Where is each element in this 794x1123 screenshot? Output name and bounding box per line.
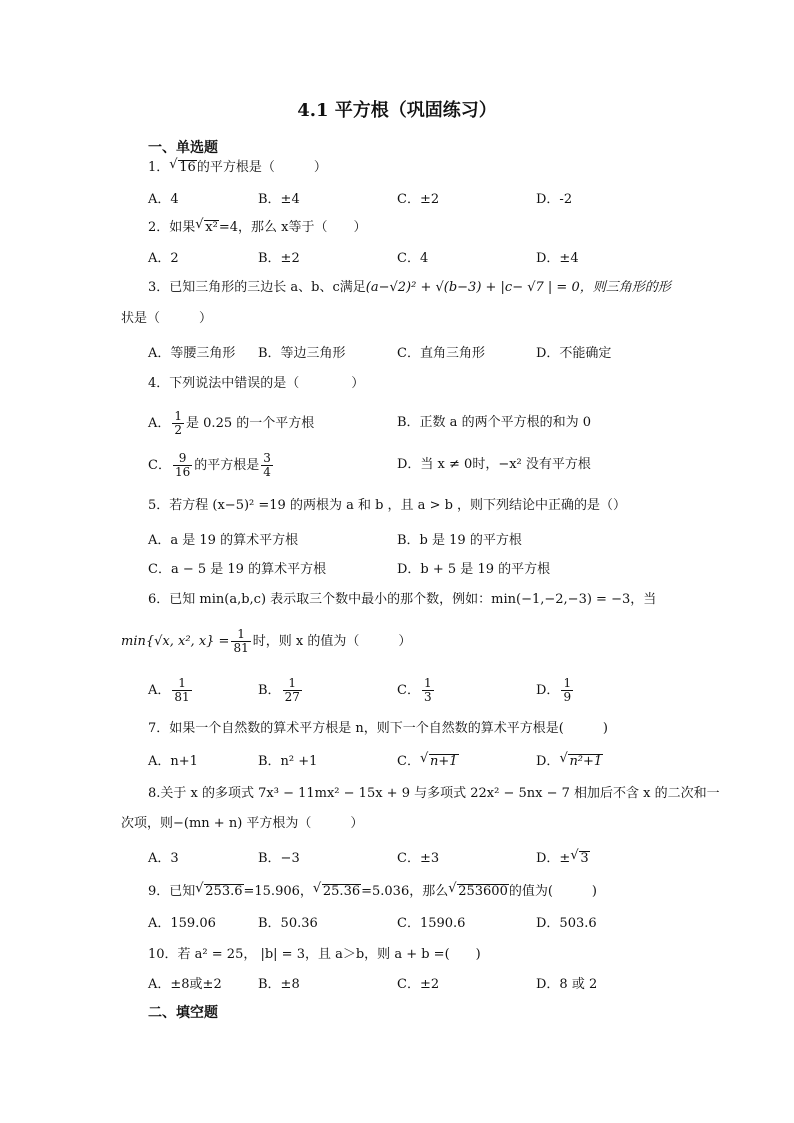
page-title: 4.1 平方根（巩固练习） [297,100,497,121]
denominator: 9 [563,690,572,704]
option-text: 的平方根是 [194,458,260,473]
q6-option-c [397,677,436,704]
sqrt-expression: √ 3 [579,851,589,866]
sqrt-expression: √ 25.36 [322,884,361,899]
fraction [283,677,302,704]
option-label: C． [148,458,171,473]
numerator: 1 [423,676,432,690]
question-text: 时，则 x 的值为（ ） [252,634,412,649]
question-9 [148,882,597,902]
section-heading-fill-blank: 二、填空题 [148,1005,218,1021]
fraction [173,452,192,479]
question-1 [148,158,327,178]
fraction [422,677,434,704]
q7-option-a: A．n+1 [148,754,198,769]
q10-option-c: C．±2 [397,977,440,992]
numerator: 1 [283,677,302,691]
q9-option-d: D．503.6 [536,916,597,931]
q1-option-b: B．±4 [258,192,300,207]
numerator: 1 [172,677,191,691]
denominator: 4 [263,465,271,479]
fraction [231,628,250,655]
q4-option-d: D．当 x ≠ 0时，−x² 没有平方根 [397,457,591,472]
question-10: 10．若 a² = 25， |b| = 3，且 a＞b，则 a + b =( ) [148,947,481,962]
q1-option-c: C．±2 [397,192,440,207]
q9-option-a: A．159.06 [148,916,216,931]
q5-option-d: D．b + 5 是 19 的平方根 [397,562,551,577]
q4-option-b: B．正数 a 的两个平方根的和为 0 [397,415,591,430]
numerator: 3 [263,451,271,465]
q2-option-b: B．±2 [258,251,300,266]
q10-option-b: B．±8 [258,977,300,992]
option-label: D． [536,683,560,698]
q3-option-a: A．等腰三角形 [148,346,236,361]
option-label: C． [397,754,420,769]
question-text: =5.036，那么 [361,884,449,899]
math-expression: (a−√2)² + √(b−3) + |c− √7 | = 0，则三角形的形 [365,280,671,295]
q2-option-a: A．2 [148,251,179,266]
fraction [561,677,573,704]
option-label: C． [397,683,420,698]
question-5: 5．若方程 (x−5)² =19 的两根为 a 和 b ，且 a > b ，则下列结论中正确的是（） [148,498,627,513]
option-label: B． [258,683,281,698]
numerator: 1 [174,409,183,423]
question-text: =4，那么 x等于（ ） [218,220,367,235]
q1-option-a: A．4 [148,192,179,207]
question-number: 1． [148,160,170,175]
denominator: 27 [284,690,300,704]
q8-option-b: B．−3 [258,851,300,866]
denominator: 16 [174,465,191,479]
option-label: D．± [536,851,571,866]
option-label: D． [536,754,560,769]
sqrt-expression: √ n+1 [429,754,459,769]
q10-option-a: A．±8或±2 [148,977,222,992]
question-8-continued: 次项，则−(mn + n) 平方根为（ ） [121,816,364,831]
q4-option-c [148,452,275,479]
q9-option-b: B．50.36 [258,916,318,931]
question-text: 的值为( ) [508,884,598,899]
numerator: 9 [173,452,192,466]
question-6: 6．已知 min(a,b,c) 表示取三个数中最小的那个数，例如：min(−1,−2,−3) = −3，当 [148,592,657,607]
q7-option-d [536,752,603,772]
question-2 [148,218,366,238]
option-label: A． [148,416,171,431]
sqrt-expression: √ 16 [178,160,197,175]
question-text: =15.906， [243,884,313,899]
option-text: 是 0.25 的一个平方根 [186,416,315,431]
section-heading-single-choice: 一、单选题 [148,140,218,156]
question-text: 2．如果 [148,220,196,235]
question-text: 的平方根是（ ） [196,160,327,175]
q7-option-c [397,752,459,772]
q5-option-a: A．a 是 19 的算术平方根 [148,533,299,548]
fraction [172,677,191,704]
sqrt-expression: √ x² [204,220,219,235]
q7-option-b: B．n² +1 [258,754,318,769]
option-label: A． [148,683,171,698]
sqrt-expression: √ 253.6 [204,884,243,899]
q6-option-a [148,677,194,704]
q8-option-c: C．±3 [397,851,440,866]
numerator: 1 [563,676,572,690]
denominator: 81 [233,641,249,655]
q10-option-d: D．8 或 2 [536,977,598,992]
q1-option-d: D．-2 [536,192,573,207]
question-6-continued [121,628,411,655]
q8-option-a: A．3 [148,851,179,866]
question-text: 9．已知 [148,884,196,899]
q5-option-c: C．a − 5 是 19 的算术平方根 [148,562,327,577]
question-8: 8.关于 x 的多项式 7x³ − 11mx² − 15x + 9 与多项式 22x² − 5nx − 7 相加后不含 x 的二次和一 [148,786,720,801]
question-7: 7．如果一个自然数的算术平方根是 n，则下一个自然数的算术平方根是( ) [148,721,608,736]
q5-option-b: B．b 是 19 的平方根 [397,533,522,548]
fraction [261,452,273,479]
denominator: 3 [423,690,432,704]
q3-option-d: D．不能确定 [536,346,612,361]
q9-option-c: C．1590.6 [397,916,466,931]
q6-option-d [536,677,575,704]
question-4: 4．下列说法中错误的是（ ） [148,376,365,391]
sqrt-expression: √ 253600 [457,884,509,899]
question-3 [148,278,671,298]
q8-option-d [536,849,590,869]
math-expression: min{√x, x², x} = [121,634,230,649]
q2-option-d: D．±4 [536,251,579,266]
numerator: 1 [231,628,250,642]
sqrt-expression: √ n²+1 [568,754,603,769]
question-3-continued: 状是（ ） [121,311,213,326]
q3-option-b: B．等边三角形 [258,346,346,361]
q6-option-b [258,677,304,704]
denominator: 81 [174,690,190,704]
q3-option-c: C．直角三角形 [397,346,485,361]
fraction [172,410,184,437]
q4-option-a [148,410,314,437]
denominator: 2 [174,423,183,437]
q2-option-c: C．4 [397,251,429,266]
question-text: 3．已知三角形的三边长 a、b、c满足 [148,280,366,295]
